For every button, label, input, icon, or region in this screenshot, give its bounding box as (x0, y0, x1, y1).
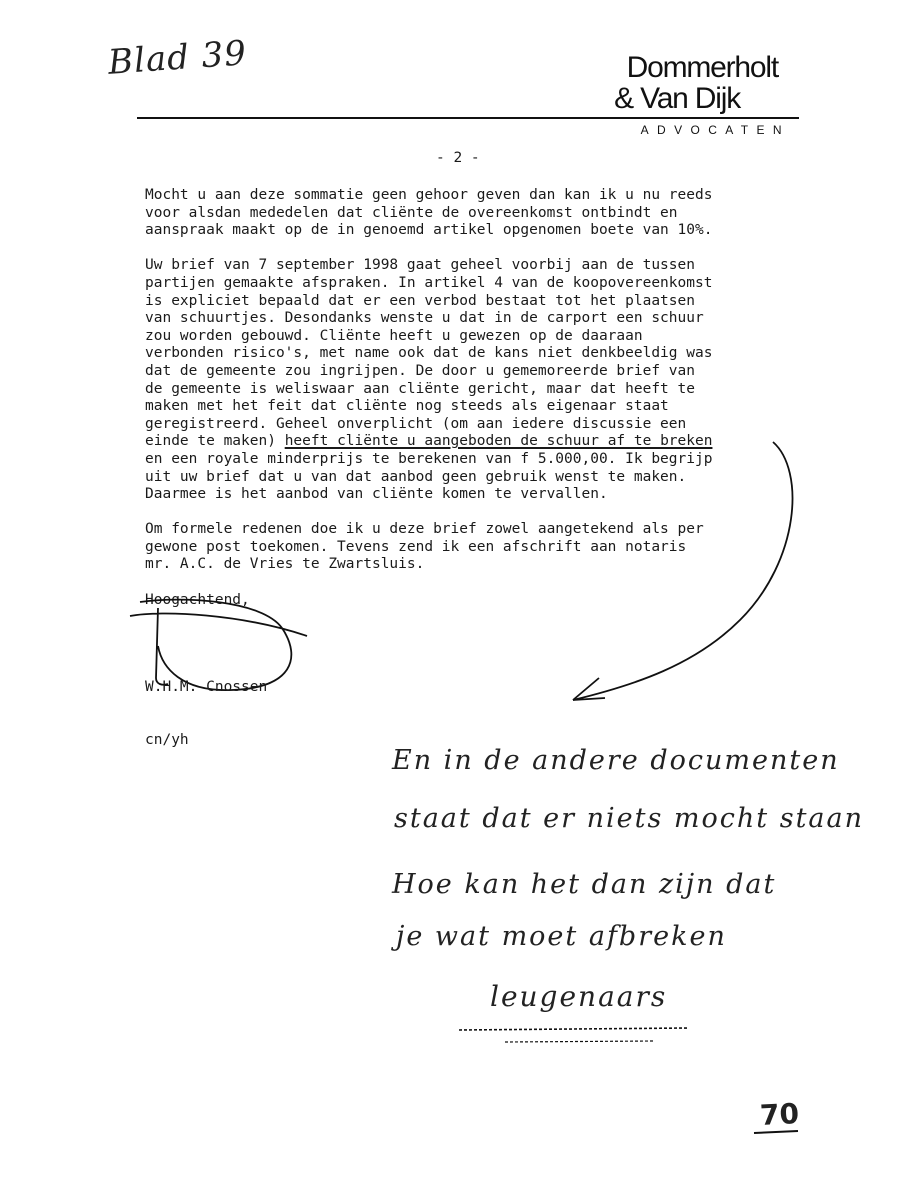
body-line: Uw brief van 7 september 1998 gaat geheel voorbij aan de tussen (145, 257, 695, 274)
body-line: Om formele redenen doe ik u deze brief zowel aangetekend als per (145, 521, 704, 538)
body-line: Daarmee is het aanbod van cliënte komen te vervallen. (145, 486, 608, 503)
note-line: je wat moet afbreken (396, 921, 727, 952)
body-line: is expliciet bepaald dat er een verbod bestaat tot het plaatsen (145, 292, 695, 309)
note-line: En in de andere documenten (392, 745, 840, 776)
body-line: geregistreerd. Geheel onverplicht (om aan iedere discussie een (145, 415, 687, 432)
handwritten-folio: Blad 39 (106, 33, 249, 83)
body-line: dat de gemeente zou ingrijpen. De door u gememoreerde brief van (145, 362, 695, 379)
note-line: Hoe kan het dan zijn dat (392, 869, 777, 900)
signer-name: W.H.M. Cnossen (145, 679, 268, 695)
body-line: voor alsdan mededelen dat cliënte de overeenkomst ontbindt en (145, 204, 678, 221)
firm-name-line2: & Van Dijk (614, 82, 740, 115)
underlined-phrase: heeft cliënte u aangeboden de schuur af te breken (284, 433, 713, 450)
body-line: uit uw brief dat u van dat aanbod geen gebruik wenst te maken. (145, 468, 687, 485)
body-line: aanspraak maakt op de in genoemd artikel opgenomen boete van 10%. (145, 222, 713, 239)
handwritten-arrow (555, 430, 805, 720)
firm-name-line1: Dommerholt (626, 51, 778, 84)
page-stamp-underline (752, 1128, 802, 1138)
body-line: mr. A.C. de Vries te Zwartsluis. (145, 556, 425, 573)
firm-logo (614, 52, 778, 114)
letterhead-rule (137, 117, 799, 119)
page-number: - 2 - (436, 150, 480, 166)
page-stamp-number: 70 (759, 1097, 800, 1132)
handwritten-signoff: leugenaars (490, 980, 668, 1013)
reference-initials: cn/yh (145, 732, 189, 748)
note-line: staat dat er niets mocht staan (394, 803, 864, 834)
body-line: de gemeente is weliswaar aan cliënte gericht, maar dat heeft te (145, 380, 695, 397)
handwritten-underline (455, 1024, 695, 1048)
body-line: verbonden risico's, met name ook dat de kans niet denkbeeldig was (145, 345, 713, 362)
body-line: gewone post toekomen. Tevens zend ik een afschrift aan notaris (145, 538, 687, 555)
closing-salutation: Hoogachtend, (145, 592, 250, 608)
body-line: maken met het feit dat cliënte nog steeds als eigenaar staat (145, 398, 669, 415)
body-text: einde te maken) (145, 433, 285, 450)
body-line: Mocht u aan deze sommatie geen gehoor geven dan kan ik u nu reeds (145, 187, 713, 203)
paragraph-1 (145, 187, 785, 240)
body-line: zou worden gebouwd. Cliënte heeft u gewezen op de daaraan (145, 327, 643, 344)
body-line: partijen gemaakte afspraken. In artikel 4 van de koopovereenkomst (145, 274, 713, 291)
body-line: van schuurtjes. Desondanks wenste u dat in de carport een schuur (145, 310, 704, 327)
body-line: en een royale minderprijs te berekenen van f 5.000,00. Ik begrijp (145, 450, 713, 467)
firm-subtitle: ADVOCATEN (640, 123, 790, 137)
